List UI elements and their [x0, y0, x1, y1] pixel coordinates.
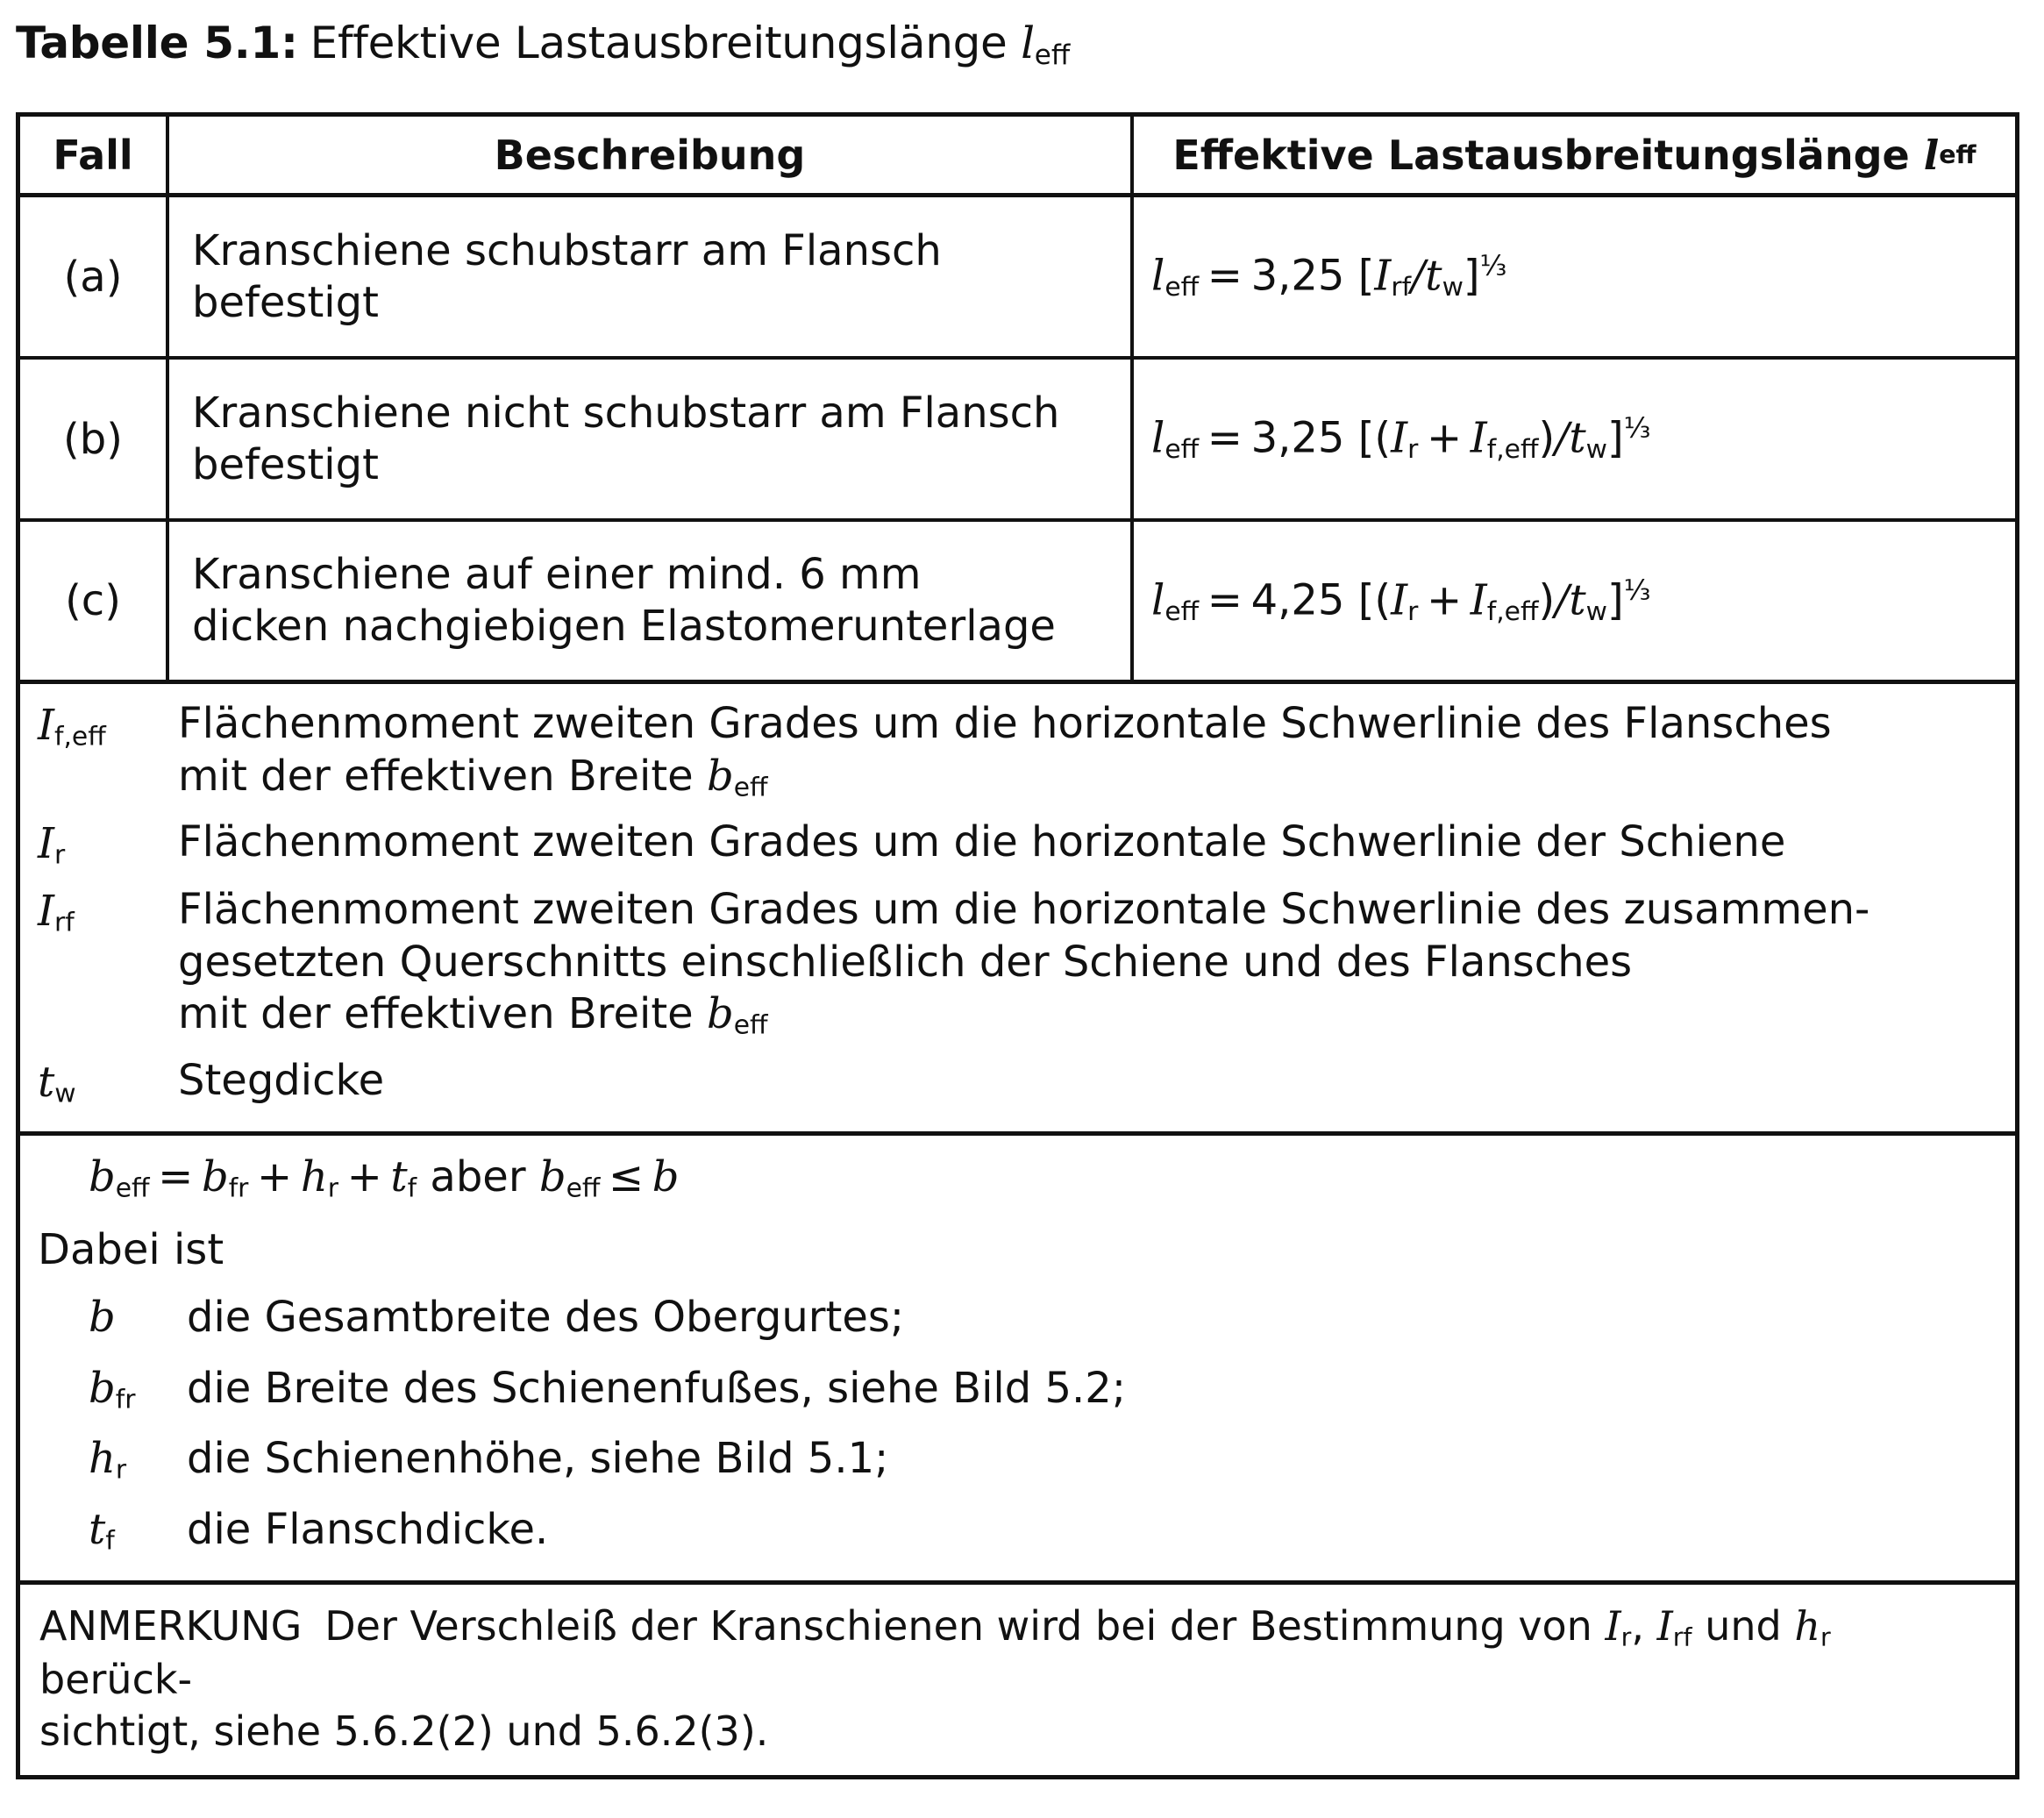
caption-symbol-base: l — [1021, 18, 1035, 68]
header-length-symbol-base: l — [1923, 131, 1940, 179]
beff-symbol-base: b — [89, 1363, 116, 1413]
beff-symbol-sub: r — [115, 1455, 127, 1486]
beff-term1-sub: fr — [228, 1173, 249, 1204]
definition-line2-symbol-sub: eff — [733, 1010, 768, 1041]
beff-term3-base: t — [390, 1152, 408, 1202]
definition-symbol-base: t — [38, 1057, 55, 1107]
note-part1: Der Verschleiß der Kranschienen wird bei der Bestimmung von — [324, 1602, 1592, 1650]
beff-symbol-sub: fr — [115, 1384, 136, 1415]
caption-symbol-sub: eff — [1034, 39, 1071, 71]
note-block — [20, 1585, 2015, 1775]
beff-lhs-base: b — [89, 1152, 116, 1202]
definition-text — [178, 1055, 1998, 1108]
caption-label: Tabelle 5.1: — [16, 18, 298, 68]
note-conjunction: und — [1705, 1602, 1782, 1650]
table-header-row — [20, 117, 2015, 197]
definition-line1: Flächenmoment zweiten Grades um die horizontale Schwerlinie des Flansches — [178, 699, 1832, 748]
definition-line1: Flächenmoment zweiten Grades um die horizontale Schwerlinie des zusammen- — [178, 885, 1870, 935]
beff-symbol-list — [29, 1292, 1998, 1558]
symbol-definitions-block — [20, 684, 2015, 1136]
definition-text — [178, 884, 1998, 1042]
definition-text — [178, 816, 1998, 869]
note-label: ANMERKUNG — [39, 1602, 303, 1650]
beff-term1-base: b — [201, 1152, 229, 1202]
case-coefficient: 3,25 — [1250, 413, 1345, 463]
beff-intro: Dabei ist — [38, 1225, 224, 1275]
header-length-symbol-sub: eff — [1939, 140, 1976, 169]
header-cell-effective-length — [1134, 117, 2015, 193]
caption-text: Effektive Lastausbreitungslänge leff — [310, 18, 1071, 71]
case-description — [169, 522, 1134, 680]
beff-relation: ≤ — [608, 1152, 645, 1202]
list-item — [89, 1504, 1998, 1558]
beff-symbol — [89, 1433, 187, 1486]
note-separator: , — [1631, 1602, 1644, 1650]
beff-term4-base: b — [538, 1152, 566, 1202]
note-part2: berück- — [39, 1655, 193, 1703]
list-item — [89, 1292, 1998, 1345]
case-formula: leff = 3,25 $[Irf/tw]^{\frac{1}{3}}$ — [1151, 251, 1507, 303]
list-item — [89, 1363, 1998, 1416]
definition-line1b: gesetzten Querschnitts einschließlich der Schiene und des Flansches — [178, 937, 1633, 987]
case-description — [169, 360, 1134, 518]
beff-symbol-text: die Schienenhöhe, siehe Bild 5.1; — [187, 1434, 889, 1484]
definition-text — [178, 698, 1998, 804]
table-row — [20, 197, 2015, 360]
table-row — [20, 360, 2015, 522]
case-description-line1: Kranschiene auf einer mind. 6 mm — [192, 550, 922, 600]
beff-plus1: + — [257, 1152, 293, 1202]
beff-symbol-text: die Breite des Schienenfußes, siehe Bild 5.2; — [187, 1363, 1126, 1413]
beff-symbol — [89, 1292, 187, 1345]
beff-equals: = — [158, 1152, 194, 1202]
table-caption — [16, 19, 1070, 70]
note-symbol1-base: I — [1605, 1602, 1621, 1650]
header-length-prefix: Effektive Lastausbreitungslänge — [1172, 131, 1910, 179]
beff-symbol — [89, 1363, 187, 1416]
beff-plus2: + — [346, 1152, 382, 1202]
definition-symbol — [38, 816, 178, 872]
definition-line2-symbol-base: b — [706, 989, 734, 1039]
case-description-line2: befestigt — [192, 439, 379, 489]
definition-line2-prefix: mit der effektiven Breite — [178, 751, 694, 801]
beff-symbol-text: die Gesamtbreite des Obergurtes; — [187, 1292, 905, 1342]
definition-symbol-sub: f,eff — [53, 721, 106, 752]
effective-length-table — [16, 112, 2019, 1779]
beff-term2-sub: r — [327, 1173, 338, 1204]
beff-symbol-base: b — [89, 1292, 116, 1342]
header-cell-case: Fall — [20, 117, 169, 193]
case-description — [169, 197, 1134, 356]
definition-item — [38, 698, 1998, 804]
case-description-line2: befestigt — [192, 277, 379, 327]
note-symbol3-sub: r — [1820, 1622, 1831, 1652]
beff-term4-sub: eff — [566, 1173, 601, 1204]
case-label: (a) — [20, 197, 169, 356]
beff-symbol-sub: f — [105, 1525, 115, 1557]
case-label: (c) — [20, 522, 169, 680]
beff-symbol — [89, 1504, 187, 1558]
definition-line1: Stegdicke — [178, 1055, 385, 1105]
beff-term3-sub: f — [407, 1173, 417, 1204]
case-description-line1: Kranschiene nicht schubstarr am Flansch — [192, 388, 1060, 438]
definition-symbol-sub: rf — [53, 907, 75, 938]
definition-line2-symbol-base: b — [706, 751, 734, 801]
definition-line2-symbol-sub: eff — [733, 772, 768, 803]
definition-item — [38, 816, 1998, 872]
definition-item — [38, 1055, 1998, 1110]
case-label: (b) — [20, 360, 169, 518]
case-exponent: ⅓ — [1623, 413, 1651, 446]
note-symbol2-base: I — [1656, 1602, 1673, 1650]
beff-term2-base: h — [300, 1152, 328, 1202]
definition-line2-prefix: mit der effektiven Breite — [178, 989, 694, 1039]
definition-symbol-sub: w — [54, 1078, 76, 1109]
note-symbol2-sub: rf — [1672, 1622, 1692, 1652]
definition-symbol — [38, 1055, 178, 1110]
header-cell-description: Beschreibung — [169, 117, 1134, 193]
case-formula: leff = 3,25 $[(Ir + If,eff)/tw]^{\frac{1}{3}}$ — [1151, 413, 1651, 466]
beff-connector: aber — [430, 1152, 526, 1202]
beff-block — [20, 1136, 2015, 1585]
note-symbol3-base: h — [1794, 1602, 1820, 1650]
case-coefficient: 4,25 — [1250, 575, 1345, 625]
note-symbol1-sub: r — [1620, 1622, 1632, 1652]
case-description-line2: dicken nachgiebigen Elastomerunterlage — [192, 602, 1056, 651]
definition-symbol — [38, 698, 178, 753]
beff-lhs-sub: eff — [115, 1173, 150, 1204]
case-coefficient: 3,25 — [1250, 251, 1345, 301]
definition-line1: Flächenmoment zweiten Grades um die horizontale Schwerlinie der Schiene — [178, 816, 1786, 866]
note-part3: sichtigt, siehe 5.6.2(2) und 5.6.2(3). — [39, 1707, 769, 1755]
list-item — [89, 1433, 1998, 1486]
beff-symbol-text: die Flanschdicke. — [187, 1505, 549, 1555]
beff-symbol-base: t — [89, 1505, 106, 1555]
beff-formula — [29, 1151, 1998, 1205]
definition-item — [38, 884, 1998, 1042]
case-exponent: ⅓ — [1479, 251, 1507, 283]
case-exponent: ⅓ — [1623, 574, 1651, 607]
case-description-line1: Kranschiene schubstarr am Flansch — [192, 225, 942, 275]
table-row — [20, 522, 2015, 684]
definition-symbol — [38, 884, 178, 939]
definition-symbol-base: I — [38, 818, 54, 868]
definition-symbol-base: I — [38, 887, 54, 937]
beff-symbol-base: h — [89, 1434, 116, 1484]
beff-term5-base: b — [652, 1152, 680, 1202]
case-formula: leff = 4,25 $[(Ir + If,eff)/tw]^{\frac{1}{3}}$ — [1151, 574, 1651, 627]
definition-symbol-sub: r — [53, 839, 66, 871]
definition-symbol-base: I — [38, 701, 54, 750]
